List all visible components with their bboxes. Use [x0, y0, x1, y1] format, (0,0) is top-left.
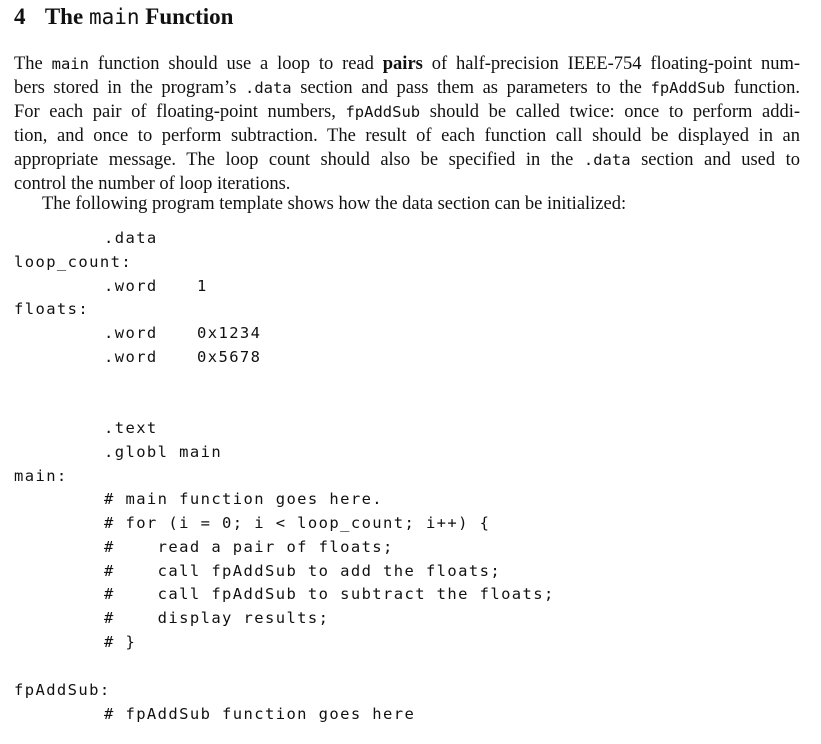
paragraph-line — [14, 148, 800, 172]
inline-code: fpAddSub — [345, 103, 421, 121]
text-run: For each pair of floating-point numbers, — [14, 102, 336, 122]
heading-text-start: The — [44, 4, 84, 29]
code-word-directive: .word — [104, 277, 158, 295]
code-comment-line: # } — [104, 633, 137, 651]
code-float-value: 0x5678 — [197, 348, 262, 366]
text-run: appropriate message. The loop count should also be specified in the — [14, 150, 574, 170]
code-comment-line: # display results; — [104, 609, 330, 627]
code-loop-count-value: 1 — [197, 277, 208, 295]
code-word-directive: .word — [104, 348, 158, 366]
code-comment-line: # main function goes here. — [104, 490, 384, 508]
code-text-directive: .text — [104, 419, 158, 437]
text-run: The — [14, 54, 43, 74]
code-comment-line: # call fpAddSub to add the floats; — [104, 562, 502, 580]
code-data-directive: .data — [104, 229, 158, 247]
text-run: function. — [733, 78, 801, 98]
inline-code: .data — [583, 151, 631, 169]
code-label-loop-count: loop_count: — [14, 253, 133, 271]
section-heading — [14, 4, 233, 30]
template-intro-paragraph: The following program template shows how the data section can be initialized: — [42, 194, 627, 214]
code-comment-line: # call fpAddSub to subtract the floats; — [104, 585, 555, 603]
section-number: 4 — [14, 4, 26, 29]
code-globl-directive: .globl main — [104, 443, 223, 461]
code-comment-line: # for (i = 0; i < loop_count; i++) { — [104, 514, 491, 532]
paragraph-line — [14, 52, 800, 76]
code-label-fpaddsub: fpAddSub: — [14, 681, 111, 699]
text-run: should be called twice: once to perform addi- — [429, 102, 801, 122]
text-run: function should use a loop to read — [97, 54, 374, 74]
code-float-value: 0x1234 — [197, 324, 262, 342]
paragraph-line — [14, 76, 800, 100]
paragraph-line: control the number of loop iterations. — [14, 174, 291, 194]
code-word-directive: .word — [104, 324, 158, 342]
code-label-floats: floats: — [14, 300, 90, 318]
text-run: of half-precision IEEE-754 floating-point num- — [431, 54, 801, 74]
code-comment-line: # read a pair of floats; — [104, 538, 394, 556]
inline-code: main — [51, 55, 89, 73]
text-run: section and used to — [641, 150, 801, 170]
code-comment-line: # fpAddSub function goes here — [104, 705, 416, 723]
inline-code: .data — [244, 79, 292, 97]
heading-text-end: Function — [145, 4, 234, 29]
text-run: section and pass them as parameters to the — [300, 78, 642, 98]
paragraph-line — [14, 100, 800, 124]
bold-text: pairs — [382, 54, 423, 74]
text-run: bers stored in the program’s — [14, 78, 237, 98]
heading-code-main: main — [88, 5, 140, 29]
paragraph-line: tion, and once to perform subtraction. The result of each function call should be displayed in an — [14, 126, 800, 146]
inline-code: fpAddSub — [650, 79, 726, 97]
description-paragraph — [14, 52, 800, 196]
code-label-main: main: — [14, 467, 68, 485]
